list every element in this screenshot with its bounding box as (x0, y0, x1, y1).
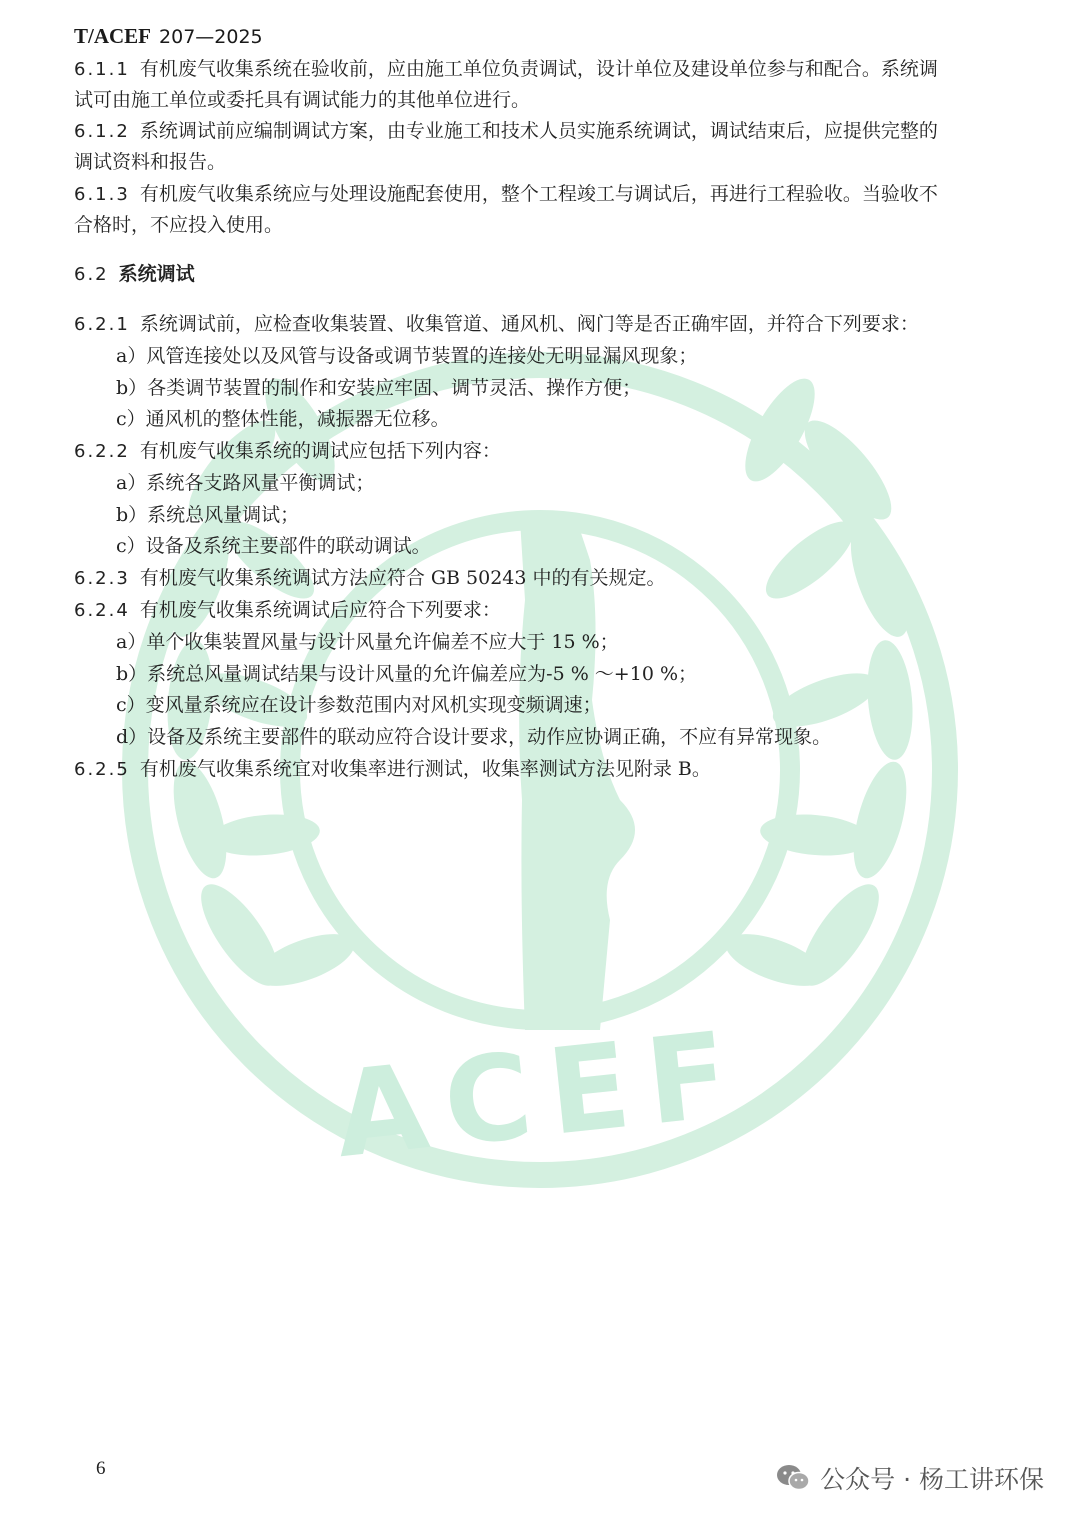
account-name: 公众号 · 杨工讲环保 (820, 1465, 1044, 1494)
list-item: a）单个收集装置风量与设计风量允许偏差不应大于 15 %； (116, 631, 619, 653)
clause-6-1-3 (74, 180, 938, 209)
section-number: 6.2 (74, 264, 109, 285)
wechat-icon (776, 1464, 810, 1492)
clause-number: 6.2.3 (74, 568, 130, 589)
list-item: c）设备及系统主要部件的联动调试。 (116, 535, 431, 557)
clause-text: 有机废气收集系统调试方法应符合 GB 50243 中的有关规定。 (139, 567, 666, 589)
clause-6-1-3-cont: 合格时，不应投入使用。 (74, 214, 284, 236)
clause-number: 6.2.5 (74, 759, 130, 780)
list-item: b）各类调节装置的制作和安装应牢固、调节灵活、操作方便； (116, 377, 642, 399)
list-item: c）通风机的整体性能，减振器无位移。 (116, 408, 450, 430)
clause-6-2-5 (74, 755, 711, 784)
clause-text: 有机废气收集系统的调试应包括下列内容： (139, 440, 501, 462)
clause-6-2-4 (74, 596, 501, 625)
clause-6-1-1-cont: 试可由施工单位或委托具有调试能力的其他单位进行。 (74, 89, 531, 111)
clause-text: 有机废气收集系统在验收前，应由施工单位负责调试，设计单位及建设单位参与和配合。系统调 (139, 58, 938, 80)
clause-6-2-1 (74, 310, 919, 339)
clause-6-1-1 (74, 55, 938, 84)
clause-number: 6.2.1 (74, 314, 130, 335)
clause-6-1-2-cont: 调试资料和报告。 (74, 151, 227, 173)
clause-6-1-2 (74, 117, 938, 146)
clause-number: 6.1.1 (74, 59, 130, 80)
list-item: d）设备及系统主要部件的联动应符合设计要求，动作应协调正确，不应有异常现象。 (116, 726, 832, 748)
list-item: a）风管连接处以及风管与设备或调节装置的连接处无明显漏风现象； (116, 345, 698, 367)
clause-number: 6.1.3 (74, 184, 130, 205)
clause-6-2-2 (74, 437, 501, 466)
clause-text: 系统调试前应编制调试方案，由专业施工和技术人员实施系统调试，调试结束后，应提供完整的 (139, 120, 938, 142)
standard-number: 207—2025 (159, 26, 263, 48)
standard-code-header (74, 24, 263, 49)
wechat-account-watermark (776, 1460, 1044, 1496)
section-heading-6-2 (74, 260, 195, 289)
clause-number: 6.2.4 (74, 600, 130, 621)
list-item: b）系统总风量调试； (116, 504, 300, 526)
standard-code: T/ACEF (74, 24, 152, 48)
page-number: 6 (96, 1458, 106, 1479)
clause-6-2-3 (74, 564, 666, 593)
list-item: b）系统总风量调试结果与设计风量的允许偏差应为-5 % ～+10 %； (116, 663, 697, 685)
clause-text: 有机废气收集系统应与处理设施配套使用，整个工程竣工与调试后，再进行工程验收。当验收不 (139, 183, 938, 205)
list-item: c）变风量系统应在设计参数范围内对风机实现变频调速； (116, 694, 602, 716)
section-title: 系统调试 (118, 263, 195, 285)
list-item: a）系统各支路风量平衡调试； (116, 472, 375, 494)
watermark-text: ACEF (328, 1003, 753, 1185)
clause-text: 系统调试前，应检查收集装置、收集管道、通风机、阀门等是否正确牢固，并符合下列要求： (139, 313, 919, 335)
clause-number: 6.1.2 (74, 121, 130, 142)
clause-text: 有机废气收集系统调试后应符合下列要求： (139, 599, 501, 621)
clause-text: 有机废气收集系统宜对收集率进行测试，收集率测试方法见附录 B。 (139, 758, 711, 780)
clause-number: 6.2.2 (74, 441, 130, 462)
